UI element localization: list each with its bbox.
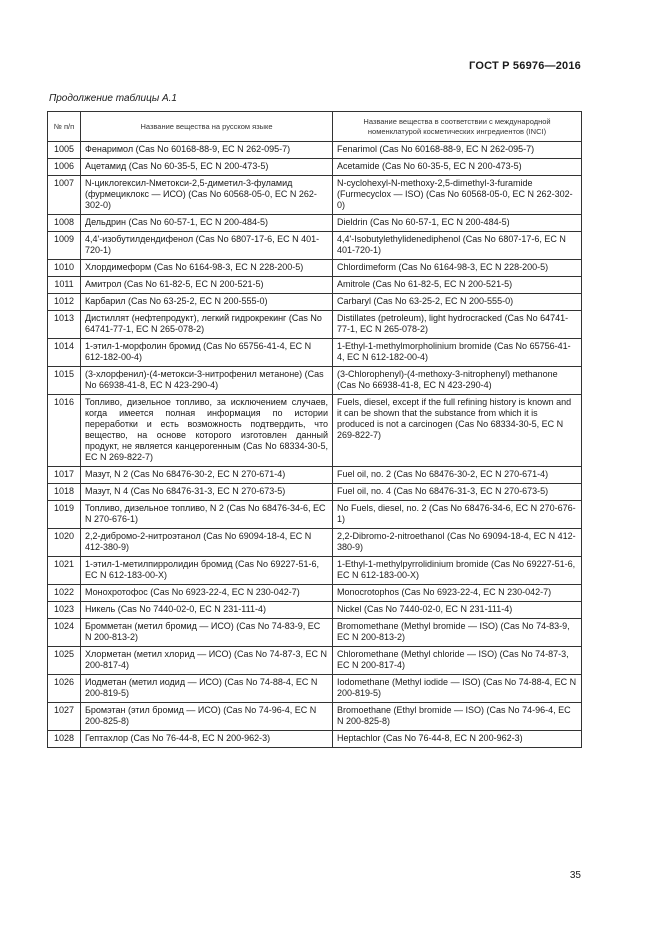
russian-name-cell: 4,4'-изобутилдендифенол (Cas No 6807-17-6, EC N 401-720-1) <box>81 232 333 260</box>
inci-name-cell: 1-Ethyl-1-methylpyrrolidinium bromide (Cas No 69227-51-6, EC N 612-183-00-X) <box>333 557 582 585</box>
row-number: 1028 <box>48 731 81 748</box>
row-number: 1010 <box>48 260 81 277</box>
russian-name-cell: Никель (Cas No 7440-02-0, EC N 231-111-4) <box>81 602 333 619</box>
table-row <box>48 602 582 619</box>
inci-name-cell: Bromomethane (Methyl bromide — ISO) (Cas No 74-83-9, EC N 200-813-2) <box>333 619 582 647</box>
inci-name-cell: Chloromethane (Methyl chloride — ISO) (Cas No 74-87-3, EC N 200-817-4) <box>333 647 582 675</box>
table-row <box>48 529 582 557</box>
inci-name-cell: Nickel (Cas No 7440-02-0, EC N 231-111-4) <box>333 602 582 619</box>
inci-name-cell: Fuel oil, no. 2 (Cas No 68476-30-2, EC N 270-671-4) <box>333 467 582 484</box>
row-number: 1025 <box>48 647 81 675</box>
row-number: 1026 <box>48 675 81 703</box>
row-number: 1022 <box>48 585 81 602</box>
russian-name-cell: 1-этил-1-морфолин бромид (Cas No 65756-41-4, EC N 612-182-00-4) <box>81 339 333 367</box>
russian-name-cell: Бромметан (метил бромид — ИСО) (Cas No 74-83-9, EC N 200-813-2) <box>81 619 333 647</box>
inci-name-cell: Chlordimeform (Cas No 6164-98-3, EC N 228-200-5) <box>333 260 582 277</box>
row-number: 1018 <box>48 484 81 501</box>
inci-name-cell: Dieldrin (Cas No 60-57-1, EC N 200-484-5) <box>333 215 582 232</box>
table-body <box>48 142 582 748</box>
table-row <box>48 619 582 647</box>
russian-name-cell: Хлордимеформ (Cas No 6164-98-3, EC N 228-200-5) <box>81 260 333 277</box>
row-number: 1012 <box>48 294 81 311</box>
row-number: 1005 <box>48 142 81 159</box>
table-row <box>48 159 582 176</box>
russian-name-cell: Амитрол (Cas No 61-82-5, EC N 200-521-5) <box>81 277 333 294</box>
table-row <box>48 675 582 703</box>
inci-name-cell: Acetamide (Cas No 60-35-5, EC N 200-473-5) <box>333 159 582 176</box>
inci-name-cell: Fuel oil, no. 4 (Cas No 68476-31-3, EC N 270-673-5) <box>333 484 582 501</box>
table-row <box>48 585 582 602</box>
russian-name-cell: 1-этил-1-метилпирролидин бромид (Cas No 69227-51-6, EC N 612-183-00-X) <box>81 557 333 585</box>
row-number: 1027 <box>48 703 81 731</box>
russian-name-cell: N-циклогексил-Nметокси-2,5-диметил-3-фуламид (фурмециклокс — ИСО) (Cas No 60568-05-0, EC N 262-302-0) <box>81 176 333 215</box>
inci-name-cell: Amitrole (Cas No 61-82-5, EC N 200-521-5) <box>333 277 582 294</box>
table-caption: Продолжение таблицы А.1 <box>49 93 177 104</box>
row-number: 1024 <box>48 619 81 647</box>
row-number: 1023 <box>48 602 81 619</box>
inci-name-cell: Iodomethane (Methyl iodide — ISO) (Cas No 74-88-4, EC N 200-819-5) <box>333 675 582 703</box>
row-number: 1006 <box>48 159 81 176</box>
russian-name-cell: Топливо, дизельное топливо, N 2 (Cas No 68476-34-6, EC N 270-676-1) <box>81 501 333 529</box>
row-number: 1009 <box>48 232 81 260</box>
table-row <box>48 731 582 748</box>
table-row <box>48 176 582 215</box>
table-row <box>48 367 582 395</box>
row-number: 1017 <box>48 467 81 484</box>
russian-name-cell: Фенаримол (Cas No 60168-88-9, EC N 262-095-7) <box>81 142 333 159</box>
table-row <box>48 501 582 529</box>
russian-name-cell: Карбарил (Cas No 63-25-2, EC N 200-555-0) <box>81 294 333 311</box>
table-row <box>48 395 582 467</box>
header-russian-name: Название вещества на русском языке <box>81 112 333 142</box>
russian-name-cell: Мазут, N 4 (Cas No 68476-31-3, EC N 270-673-5) <box>81 484 333 501</box>
table-header-row <box>48 112 582 142</box>
russian-name-cell: Топливо, дизельное топливо, за исключением случаев, когда имеется полная информация по истории переработки и есть возможность подтвердить, что вещество, на основе которого изготовлен данный продукт, не является канцерогенным (Cas No 68334-30-5, EC N 269-822-7) <box>81 395 333 467</box>
russian-name-cell: Ацетамид (Cas No 60-35-5, EC N 200-473-5) <box>81 159 333 176</box>
row-number: 1020 <box>48 529 81 557</box>
row-number: 1008 <box>48 215 81 232</box>
table-row <box>48 215 582 232</box>
row-number: 1007 <box>48 176 81 215</box>
inci-name-cell: N-cyclohexyl-N-methoxy-2,5-dimethyl-3-furamide (Furmecyclox — ISO) (Cas No 60568-05-0, EC N 262-302-0) <box>333 176 582 215</box>
table-row <box>48 294 582 311</box>
table-row <box>48 232 582 260</box>
table-row <box>48 484 582 501</box>
table-row <box>48 277 582 294</box>
russian-name-cell: Бромэтан (этил бромид — ИСО) (Cas No 74-96-4, EC N 200-825-8) <box>81 703 333 731</box>
inci-name-cell: No Fuels, diesel, no. 2 (Cas No 68476-34-6, EC N 270-676-1) <box>333 501 582 529</box>
table-row <box>48 647 582 675</box>
russian-name-cell: Дельдрин (Cas No 60-57-1, EC N 200-484-5) <box>81 215 333 232</box>
table-row <box>48 311 582 339</box>
table-row <box>48 467 582 484</box>
inci-name-cell: Bromoethane (Ethyl bromide — ISO) (Cas No 74-96-4, EC N 200-825-8) <box>333 703 582 731</box>
row-number: 1019 <box>48 501 81 529</box>
substance-table <box>47 111 582 748</box>
table-row <box>48 703 582 731</box>
inci-name-cell: 4,4'-Isobutylethylidenediphenol (Cas No 6807-17-6, EC N 401-720-1) <box>333 232 582 260</box>
table-row <box>48 557 582 585</box>
header-inci-name: Название вещества в соответствии с международной номенклатурой косметических ингредиентов (INCI) <box>333 112 582 142</box>
standard-designation: ГОСТ Р 56976—2016 <box>469 60 581 72</box>
header-number: № п/п <box>48 112 81 142</box>
inci-name-cell: Distillates (petroleum), light hydrocracked (Cas No 64741-77-1, EC N 265-078-2) <box>333 311 582 339</box>
inci-name-cell: Monocrotophos (Cas No 6923-22-4, EC N 230-042-7) <box>333 585 582 602</box>
inci-name-cell: 1-Ethyl-1-methylmorpholinium bromide (Cas No 65756-41-4, EC N 612-182-00-4) <box>333 339 582 367</box>
russian-name-cell: Дистиллят (нефтепродукт), легкий гидрокрекинг (Cas No 64741-77-1, EC N 265-078-2) <box>81 311 333 339</box>
page-number: 35 <box>569 870 581 881</box>
russian-name-cell: (3-хлорфенил)-(4-метокси-3-нитрофенил метаноне) (Cas No 66938-41-8, EC N 423-290-4) <box>81 367 333 395</box>
russian-name-cell: Иодметан (метил иодид — ИСО) (Cas No 74-88-4, EC N 200-819-5) <box>81 675 333 703</box>
row-number: 1021 <box>48 557 81 585</box>
table-row <box>48 260 582 277</box>
inci-name-cell: Carbaryl (Cas No 63-25-2, EC N 200-555-0) <box>333 294 582 311</box>
row-number: 1016 <box>48 395 81 467</box>
russian-name-cell: Хлорметан (метил хлорид — ИСО) (Cas No 74-87-3, EC N 200-817-4) <box>81 647 333 675</box>
row-number: 1013 <box>48 311 81 339</box>
inci-name-cell: 2,2-Dibromo-2-nitroethanol (Cas No 69094-18-4, EC N 412-380-9) <box>333 529 582 557</box>
row-number: 1015 <box>48 367 81 395</box>
table-row <box>48 339 582 367</box>
russian-name-cell: 2,2-дибромо-2-нитроэтанол (Cas No 69094-18-4, EC N 412-380-9) <box>81 529 333 557</box>
inci-name-cell: (3-Chlorophenyl)-(4-methoxy-3-nitrophenyl) methanone (Cas No 66938-41-8, EC N 423-290-4) <box>333 367 582 395</box>
row-number: 1014 <box>48 339 81 367</box>
row-number: 1011 <box>48 277 81 294</box>
inci-name-cell: Fuels, diesel, except if the full refining history is known and it can be shown that the substance from which it is produced is not a carcinogen (Cas No 68334-30-5, EC N 269-822-7) <box>333 395 582 467</box>
inci-name-cell: Heptachlor (Cas No 76-44-8, EC N 200-962-3) <box>333 731 582 748</box>
inci-name-cell: Fenarimol (Cas No 60168-88-9, EC N 262-095-7) <box>333 142 582 159</box>
russian-name-cell: Монохротофос (Cas No 6923-22-4, EC N 230-042-7) <box>81 585 333 602</box>
russian-name-cell: Гептахлор (Cas No 76-44-8, EC N 200-962-3) <box>81 731 333 748</box>
table-row <box>48 142 582 159</box>
russian-name-cell: Мазут, N 2 (Cas No 68476-30-2, EC N 270-671-4) <box>81 467 333 484</box>
